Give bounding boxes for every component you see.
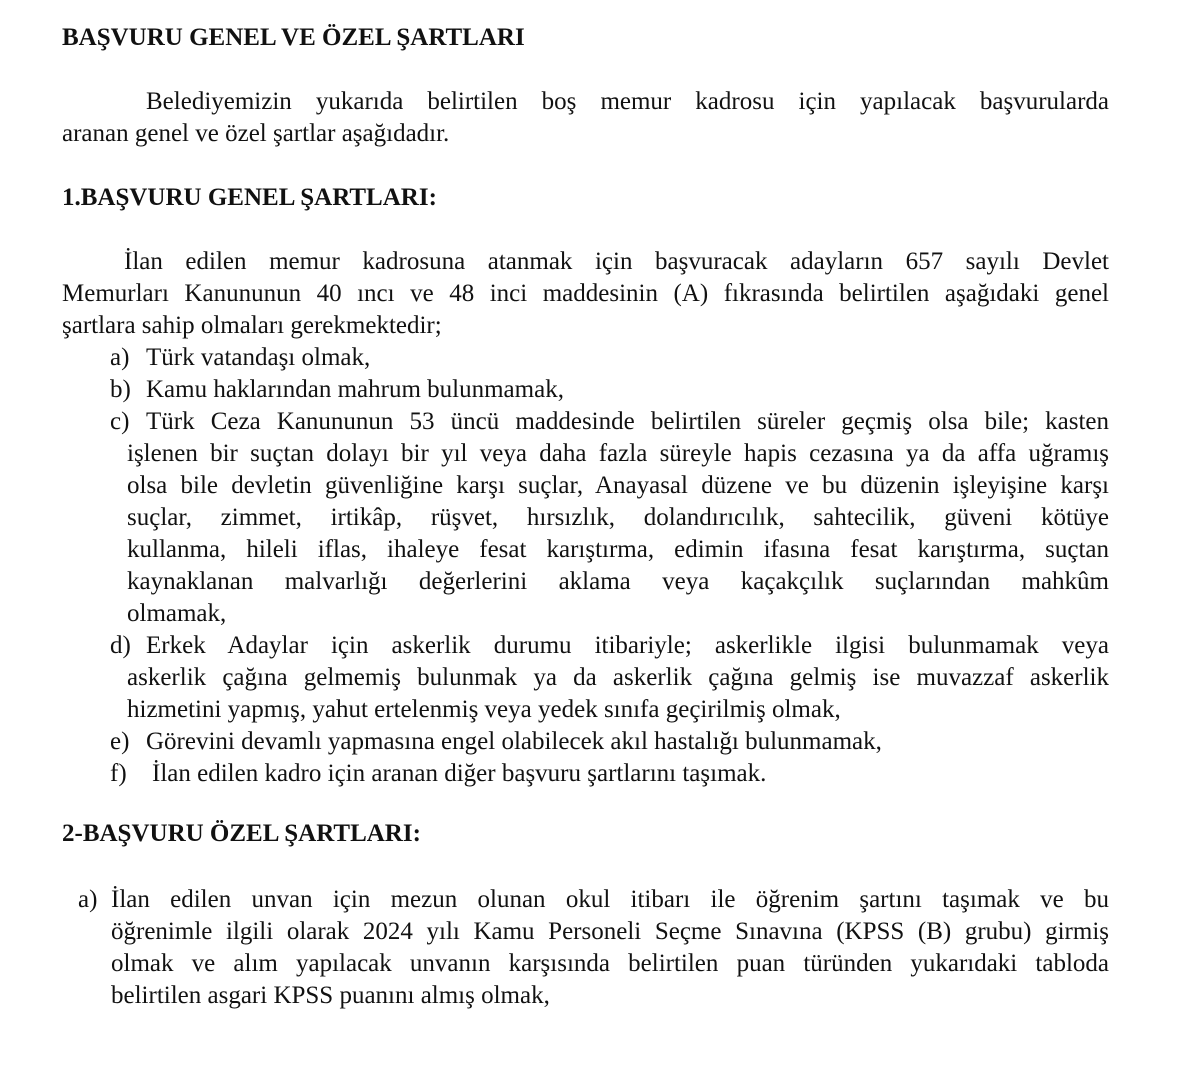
list-item-a-text: Türk vatandaşı olmak, xyxy=(146,344,371,371)
section1-paragraph-line-2: Memurları Kanununun 40 ıncı ve 48 inci maddesinin (A) fıkrasında belirtilen aşağıdaki genel xyxy=(62,280,1109,307)
list-item-d-line-3: hizmetini yapmış, yahut ertelenmiş veya yedek sınıfa geçirilmiş olmak, xyxy=(127,696,841,723)
list-item-label-a: a) xyxy=(110,344,130,371)
special-item-label-a: a) xyxy=(78,886,98,913)
section1-paragraph-line-3: şartlara sahip olmaları gerekmektedir; xyxy=(62,312,442,339)
list-item-label-c: c) xyxy=(110,408,130,435)
list-item-d-line-2: askerlik çağına gelmemiş bulunmak ya da askerlik çağına gelmiş ise muvazzaf askerlik xyxy=(127,664,1109,691)
list-item-c-line-5: kullanma, hileli iflas, ihaleye fesat karıştırma, edimin ifasına fesat karıştırma, suçtan xyxy=(127,536,1109,563)
list-item-f-text: İlan edilen kadro için aranan diğer başvuru şartlarını taşımak. xyxy=(152,760,767,787)
intro-line-2: aranan genel ve özel şartlar aşağıdadır. xyxy=(62,120,450,147)
list-item-c-line-6: kaynaklanan malvarlığı değerlerini aklama veya kaçakçılık suçlarından mahkûm xyxy=(127,568,1109,595)
special-item-a-line-2: öğrenimle ilgili olarak 2024 yılı Kamu Personeli Seçme Sınavına (KPSS (B) grubu) girmiş xyxy=(111,918,1109,945)
list-item-label-f: f) xyxy=(110,760,127,787)
list-item-b-text: Kamu haklarından mahrum bulunmamak, xyxy=(146,376,564,403)
list-item-d-line-1: Erkek Adaylar için askerlik durumu itibariyle; askerlikle ilgisi bulunmamak veya xyxy=(146,632,1109,659)
list-item-c-line-7: olmamak, xyxy=(127,600,227,627)
list-item-label-e: e) xyxy=(110,728,130,755)
special-item-a-line-1: İlan edilen unvan için mezun olunan okul itibarı ile öğrenim şartını taşımak ve bu xyxy=(111,886,1109,913)
special-item-a-line-3: olmak ve alım yapılacak unvanın karşısında belirtilen puan türünden yukarıdaki tabloda xyxy=(111,950,1109,977)
intro-line-1: Belediyemizin yukarıda belirtilen boş memur kadrosu için yapılacak başvurularda xyxy=(146,88,1109,115)
list-item-c-line-2: işlenen bir suçtan dolayı bir yıl veya daha fazla süreyle hapis cezasına ya da affa uğramış xyxy=(127,440,1109,467)
list-item-label-d: d) xyxy=(110,632,131,659)
section1-heading: 1.BAŞVURU GENEL ŞARTLARI: xyxy=(62,184,437,211)
section1-paragraph-line-1: İlan edilen memur kadrosuna atanmak için başvuracak adayların 657 sayılı Devlet xyxy=(124,248,1109,275)
special-item-a-line-4: belirtilen asgari KPSS puanını almış olmak, xyxy=(111,982,550,1009)
list-item-c-line-4: suçlar, zimmet, irtikâp, rüşvet, hırsızlık, dolandırıcılık, sahtecilik, güveni kötüye xyxy=(127,504,1109,531)
list-item-e-text: Görevini devamlı yapmasına engel olabilecek akıl hastalığı bulunmamak, xyxy=(146,728,882,755)
list-item-c-line-1: Türk Ceza Kanununun 53 üncü maddesinde belirtilen süreler geçmiş olsa bile; kasten xyxy=(146,408,1109,435)
list-item-label-b: b) xyxy=(110,376,131,403)
list-item-c-line-3: olsa bile devletin güvenliğine karşı suçlar, Anayasal düzene ve bu düzenin işleyişine karşı xyxy=(127,472,1109,499)
section2-heading: 2-BAŞVURU ÖZEL ŞARTLARI: xyxy=(62,820,421,847)
document-title: BAŞVURU GENEL VE ÖZEL ŞARTLARI xyxy=(62,24,525,51)
